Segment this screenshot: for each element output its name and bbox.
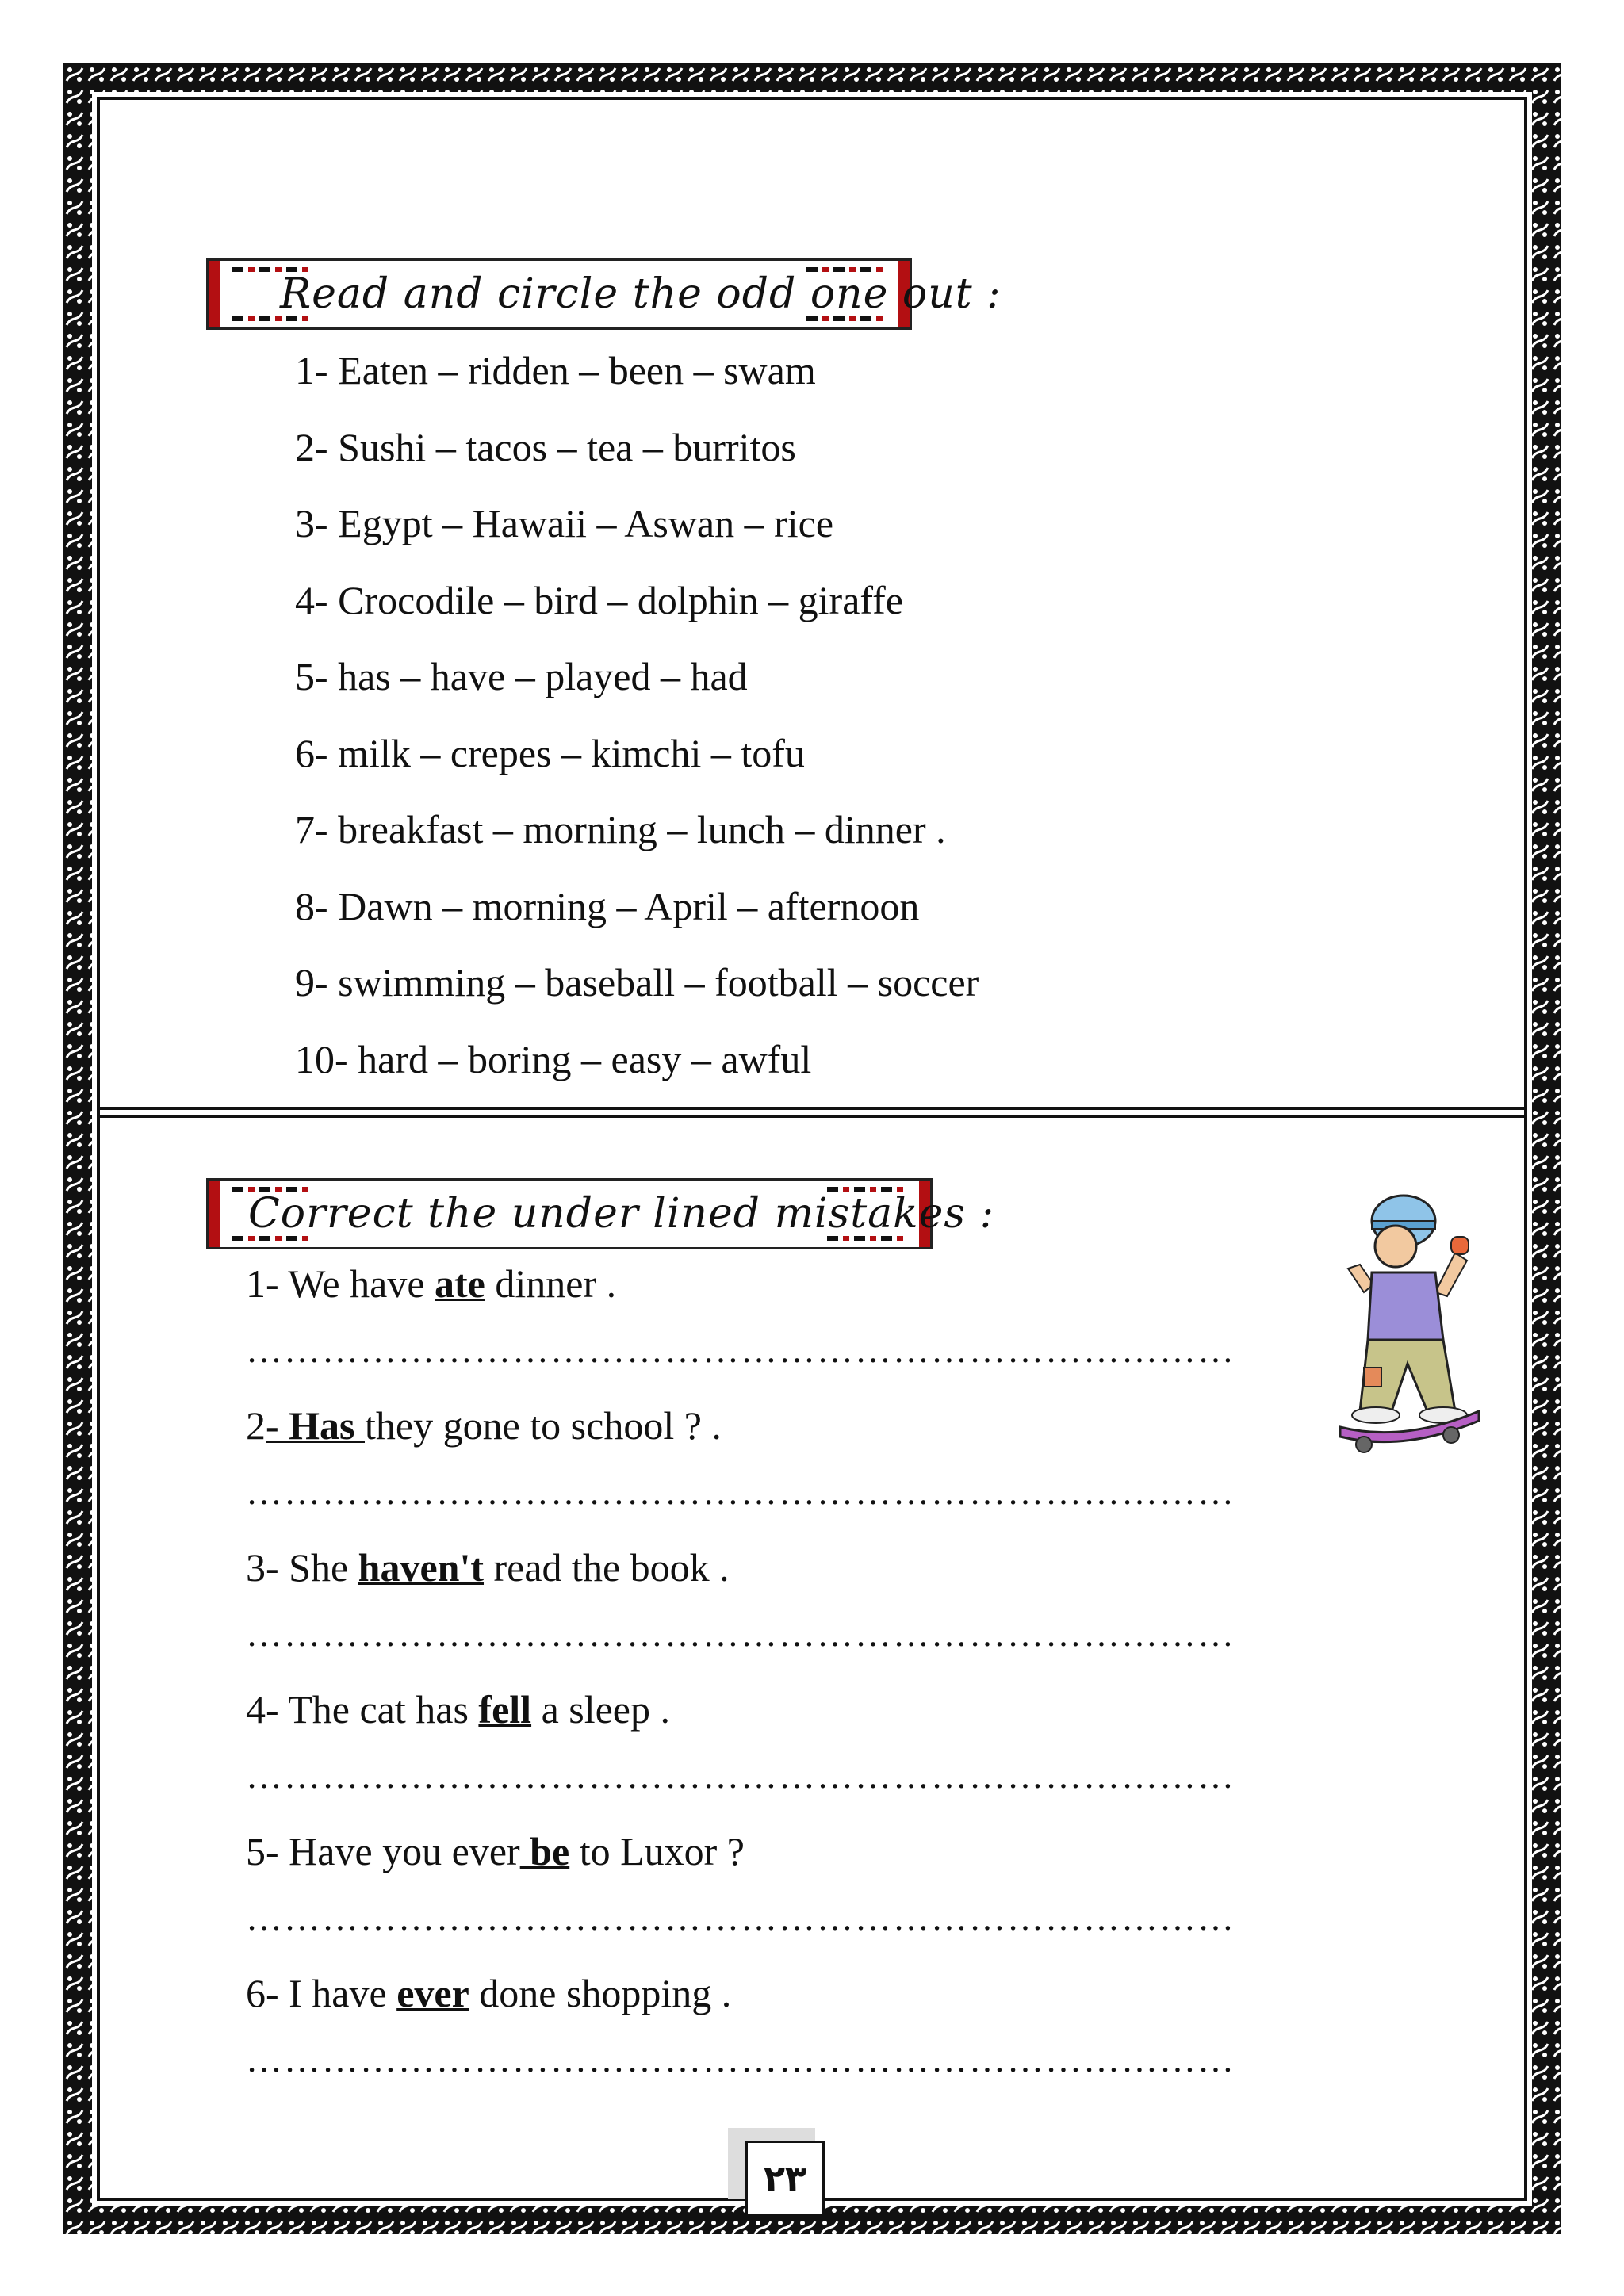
section1-title: Read and circle the odd one out : <box>280 270 1002 318</box>
answer-line[interactable]: …………………………………………………………………… <box>246 2039 1235 2080</box>
underlined-mistake: be <box>519 1829 570 1873</box>
item-number: 10- <box>295 1036 348 1081</box>
question-text-after: done shopping . <box>469 1971 732 2015</box>
odd-one-out-item <box>295 1036 811 1082</box>
question-text-after: read the book . <box>484 1545 730 1590</box>
item-number: 7- <box>295 807 328 851</box>
item-text[interactable]: Crocodile – bird – dolphin – giraffe <box>338 577 903 622</box>
odd-one-out-item <box>295 883 919 929</box>
odd-one-out-item <box>295 347 816 393</box>
section2-title: Correct the under lined mistakes : <box>248 1190 995 1238</box>
mistake-question <box>246 1402 722 1448</box>
question-text-before: 4- The cat has <box>246 1687 479 1732</box>
underlined-mistake: haven't <box>358 1545 485 1590</box>
item-number: 4- <box>295 577 328 622</box>
question-text-after: to Luxor ? <box>569 1829 745 1873</box>
odd-one-out-item <box>295 959 979 1005</box>
odd-one-out-item <box>295 577 903 623</box>
item-text[interactable]: Egypt – Hawaii – Aswan – rice <box>338 501 834 545</box>
item-text[interactable]: Dawn – morning – April – afternoon <box>338 883 920 928</box>
underlined-mistake: - Has <box>266 1403 365 1448</box>
question-text-before: 5- Have you ever <box>246 1829 520 1873</box>
answer-line[interactable]: …………………………………………………………………… <box>246 1755 1235 1796</box>
odd-one-out-item <box>295 500 833 546</box>
question-text-after: a sleep . <box>531 1687 670 1732</box>
section2-banner <box>206 1178 995 1249</box>
question-text-before: 1- We have <box>246 1261 435 1306</box>
odd-one-out-item <box>295 653 748 699</box>
item-text[interactable]: milk – crepes – kimchi – tofu <box>338 730 805 775</box>
section-divider-top <box>97 1107 1527 1110</box>
section-divider-bottom <box>97 1115 1527 1118</box>
item-number: 5- <box>295 654 328 698</box>
mistake-question <box>246 1970 731 2016</box>
item-text[interactable]: swimming – baseball – football – soccer <box>338 960 979 1004</box>
item-text[interactable]: breakfast – morning – lunch – dinner . <box>338 807 946 851</box>
answer-line[interactable]: …………………………………………………………………… <box>246 1471 1235 1512</box>
item-number: 9- <box>295 960 328 1004</box>
item-number: 2- <box>295 424 328 469</box>
item-text[interactable]: hard – boring – easy – awful <box>358 1036 812 1081</box>
inner-border-line <box>97 97 1527 2201</box>
odd-one-out-item <box>295 730 805 776</box>
item-number: 6- <box>295 730 328 775</box>
mistake-question <box>246 1544 730 1590</box>
item-number: 1- <box>295 348 328 392</box>
underlined-mistake: ate <box>435 1261 485 1306</box>
question-text-before: 3- She <box>246 1545 358 1590</box>
underlined-mistake: fell <box>478 1687 532 1732</box>
underlined-mistake: ever <box>396 1971 469 2015</box>
mistake-question <box>246 1828 745 1874</box>
question-text-before: 2 <box>246 1403 266 1448</box>
odd-one-out-item <box>295 424 796 470</box>
question-text-after: they gone to school ? . <box>365 1403 722 1448</box>
section1-banner <box>206 258 1002 330</box>
mistake-question <box>246 1261 616 1307</box>
item-number: 3- <box>295 501 328 545</box>
answer-line[interactable]: …………………………………………………………………… <box>246 1330 1235 1370</box>
item-text[interactable]: has – have – played – had <box>338 654 748 698</box>
odd-one-out-item <box>295 806 946 852</box>
answer-line[interactable]: …………………………………………………………………… <box>246 1613 1235 1654</box>
answer-line[interactable]: …………………………………………………………………… <box>246 1897 1235 1938</box>
item-text[interactable]: Sushi – tacos – tea – burritos <box>338 424 796 469</box>
mistake-question <box>246 1686 670 1732</box>
item-text[interactable]: Eaten – ridden – been – swam <box>338 348 816 392</box>
page-number: ٢٣ <box>745 2141 825 2217</box>
skateboarding-boy-illustration <box>1316 1173 1491 1459</box>
item-number: 8- <box>295 883 328 928</box>
question-text-after: dinner . <box>485 1261 617 1306</box>
question-text-before: 6- I have <box>246 1971 397 2015</box>
